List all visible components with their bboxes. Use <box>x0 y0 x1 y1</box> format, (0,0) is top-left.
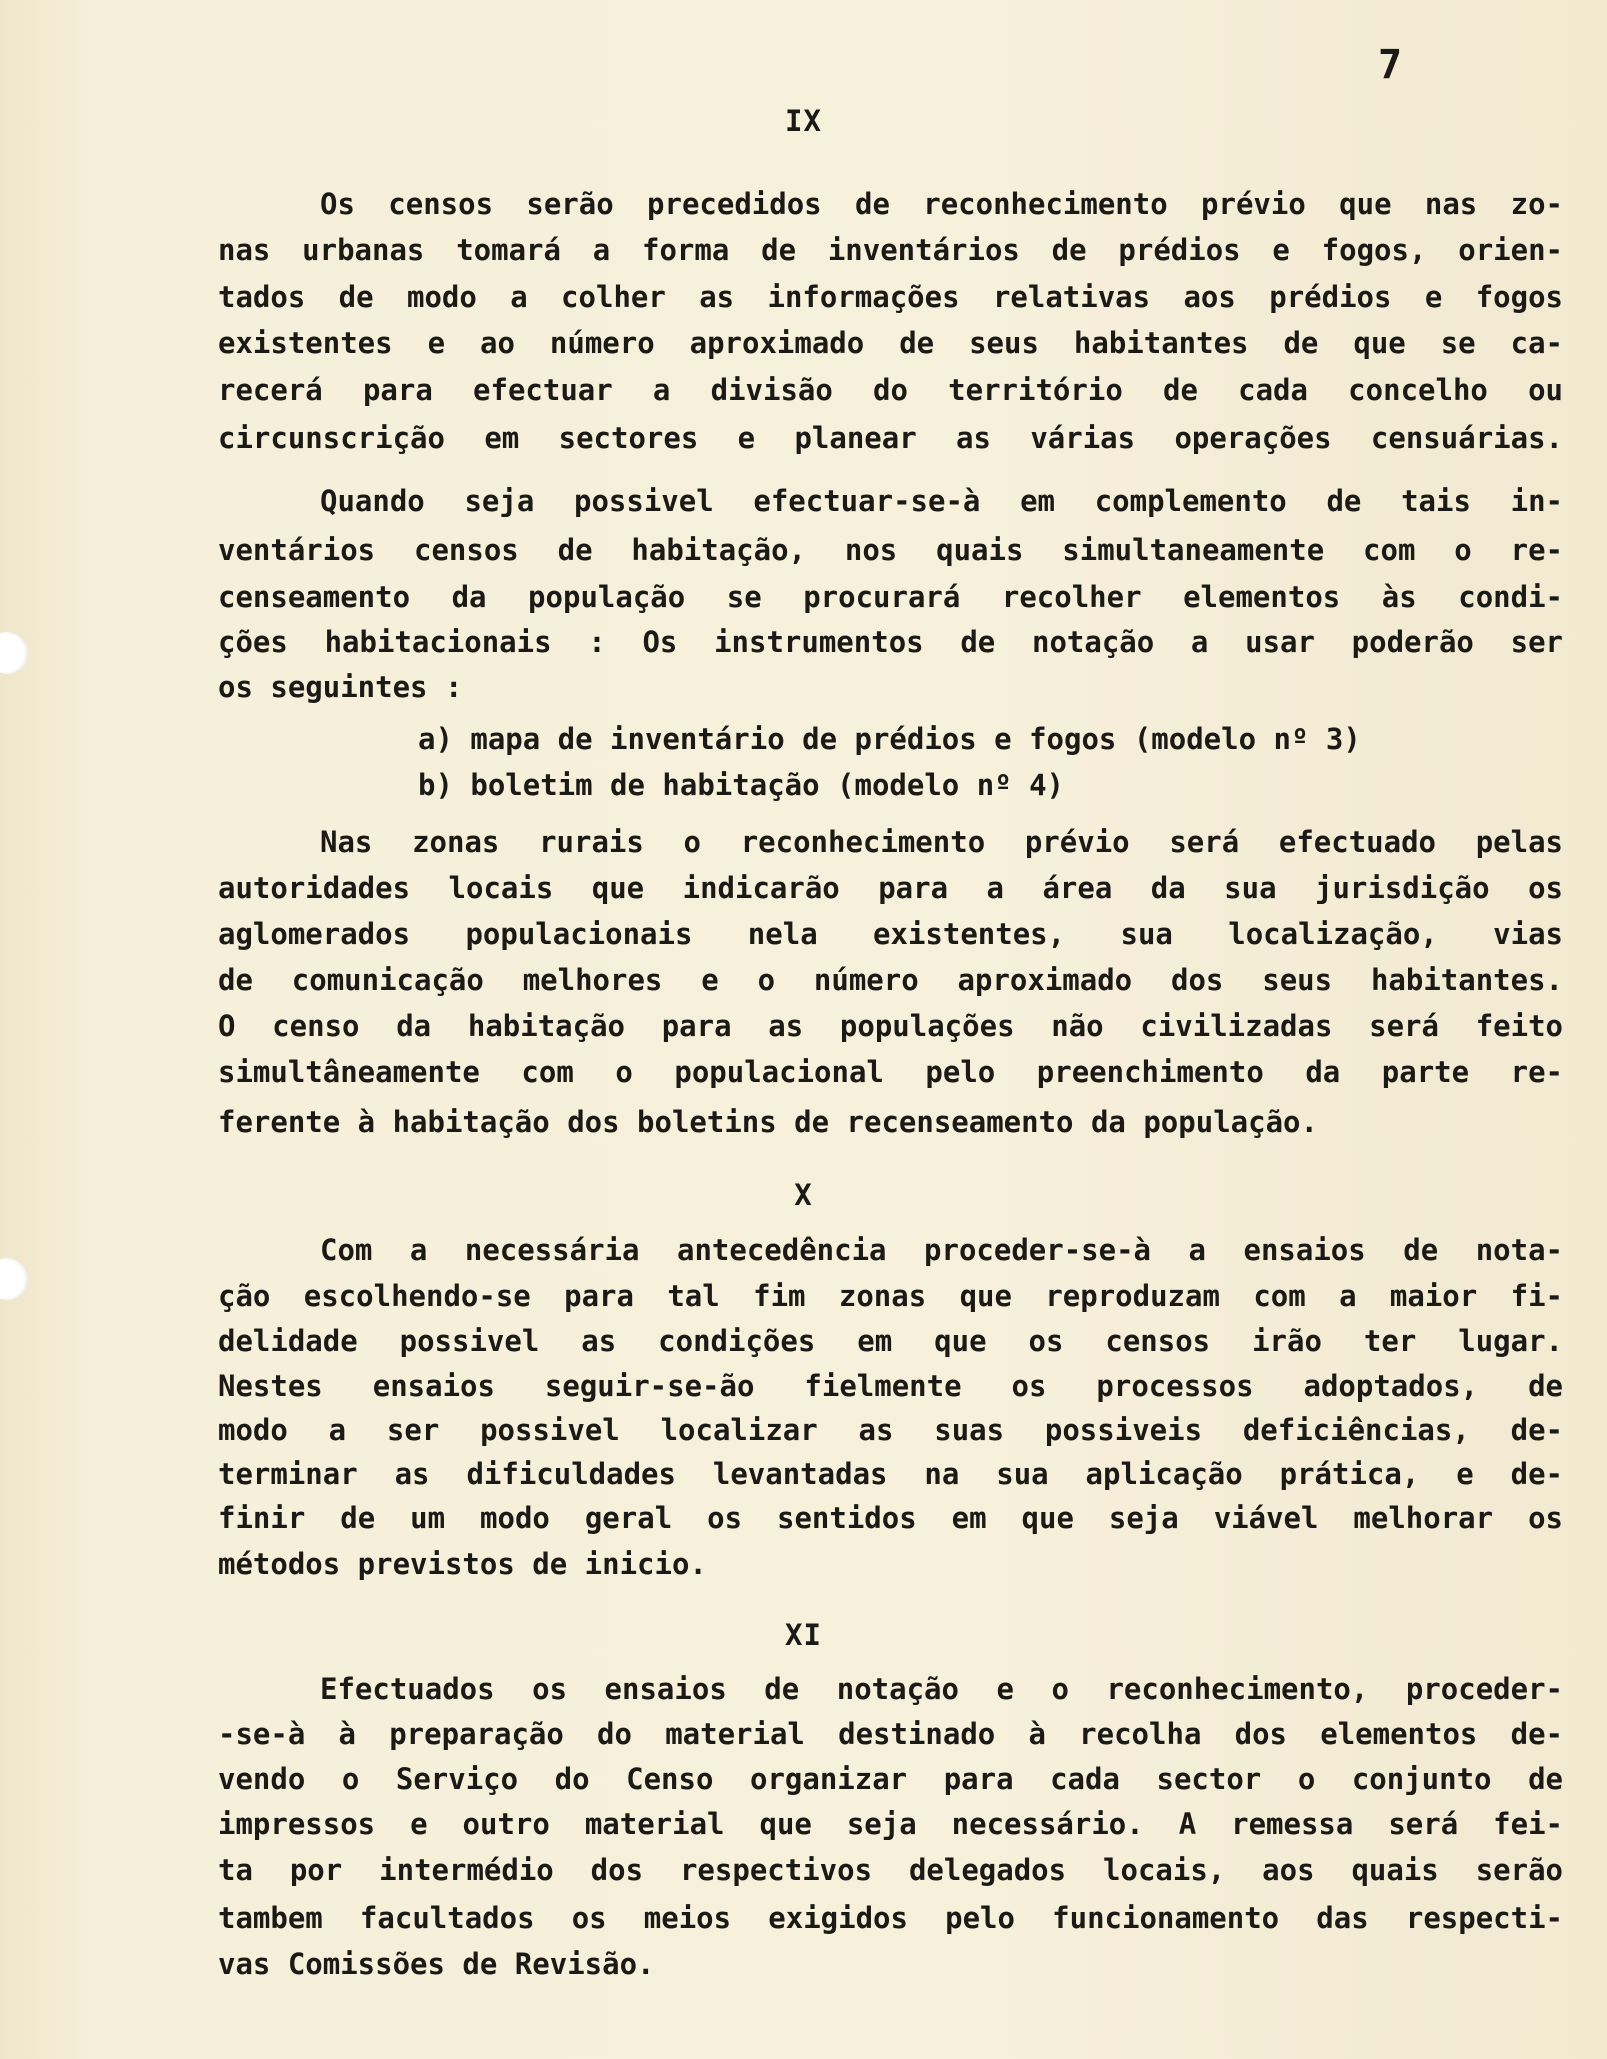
list-item: a) mapa de inventário de prédios e fogos (modelo nº 3) <box>418 722 1361 756</box>
text-line: os seguintes : <box>218 670 463 704</box>
text-line: Quando seja possivel efectuar-se-à em complemento de tais in- <box>320 484 1563 518</box>
text-line: ta por intermédio dos respectivos delegados locais, aos quais serão <box>218 1853 1563 1887</box>
text-line: ventários censos de habitação, nos quais simultaneamente com o re- <box>218 533 1563 567</box>
text-line: Nas zonas rurais o reconhecimento prévio será efectuado pelas <box>320 825 1563 859</box>
punch-hole <box>0 632 28 674</box>
list-item: b) boletim de habitação (modelo nº 4) <box>418 768 1065 802</box>
text-line: circunscrição em sectores e planear as várias operações censuárias. <box>218 421 1563 455</box>
section-heading: X <box>794 1178 813 1212</box>
text-line: recerá para efectuar a divisão do território de cada concelho ou <box>218 373 1563 407</box>
text-line: métodos previstos de inicio. <box>218 1547 707 1581</box>
text-line: O censo da habitação para as populações não civilizadas será feito <box>218 1009 1563 1043</box>
text-line: ções habitacionais : Os instrumentos de notação a usar poderão ser <box>218 625 1563 659</box>
text-line: Os censos serão precedidos de reconhecimento prévio que nas zo- <box>320 187 1563 221</box>
text-line: tambem facultados os meios exigidos pelo funcionamento das respecti- <box>218 1901 1563 1935</box>
text-line: delidade possivel as condições em que os censos irão ter lugar. <box>218 1324 1563 1358</box>
text-line: autoridades locais que indicarão para a área da sua jurisdição os <box>218 871 1563 905</box>
text-line: Efectuados os ensaios de notação e o reconhecimento, proceder- <box>320 1672 1563 1706</box>
punch-hole <box>0 1258 28 1300</box>
text-line: impressos e outro material que seja necessário. A remessa será fei- <box>218 1807 1563 1841</box>
text-line: de comunicação melhores e o número aproximado dos seus habitantes. <box>218 963 1563 997</box>
text-line: terminar as dificuldades levantadas na sua aplicação prática, e de- <box>218 1457 1563 1491</box>
text-line: modo a ser possivel localizar as suas possiveis deficiências, de- <box>218 1413 1563 1447</box>
text-line: Nestes ensaios seguir-se-ão fielmente os processos adoptados, de <box>218 1369 1563 1403</box>
text-line: censeamento da população se procurará recolher elementos às condi- <box>218 580 1563 614</box>
text-line: vas Comissões de Revisão. <box>218 1947 655 1981</box>
text-line: vendo o Serviço do Censo organizar para cada sector o conjunto de <box>218 1762 1563 1796</box>
text-line: tados de modo a colher as informações relativas aos prédios e fogos <box>218 280 1563 314</box>
text-line: aglomerados populacionais nela existentes, sua localização, vias <box>218 917 1563 951</box>
text-line: existentes e ao número aproximado de seus habitantes de que se ca- <box>218 326 1563 360</box>
text-line: Com a necessária antecedência proceder-se-à a ensaios de nota- <box>320 1233 1563 1267</box>
page-number: 7 <box>1378 42 1403 88</box>
text-line: simultâneamente com o populacional pelo preenchimento da parte re- <box>218 1055 1563 1089</box>
text-line: ferente à habitação dos boletins de recenseamento da população. <box>218 1105 1318 1139</box>
section-heading: XI <box>785 1618 822 1652</box>
text-line: finir de um modo geral os sentidos em que seja viável melhorar os <box>218 1501 1563 1535</box>
section-heading: IX <box>785 104 822 138</box>
text-line: -se-à à preparação do material destinado à recolha dos elementos de- <box>218 1717 1563 1751</box>
text-line: nas urbanas tomará a forma de inventários de prédios e fogos, orien- <box>218 233 1563 267</box>
text-line: ção escolhendo-se para tal fim zonas que reproduzam com a maior fi- <box>218 1279 1563 1313</box>
